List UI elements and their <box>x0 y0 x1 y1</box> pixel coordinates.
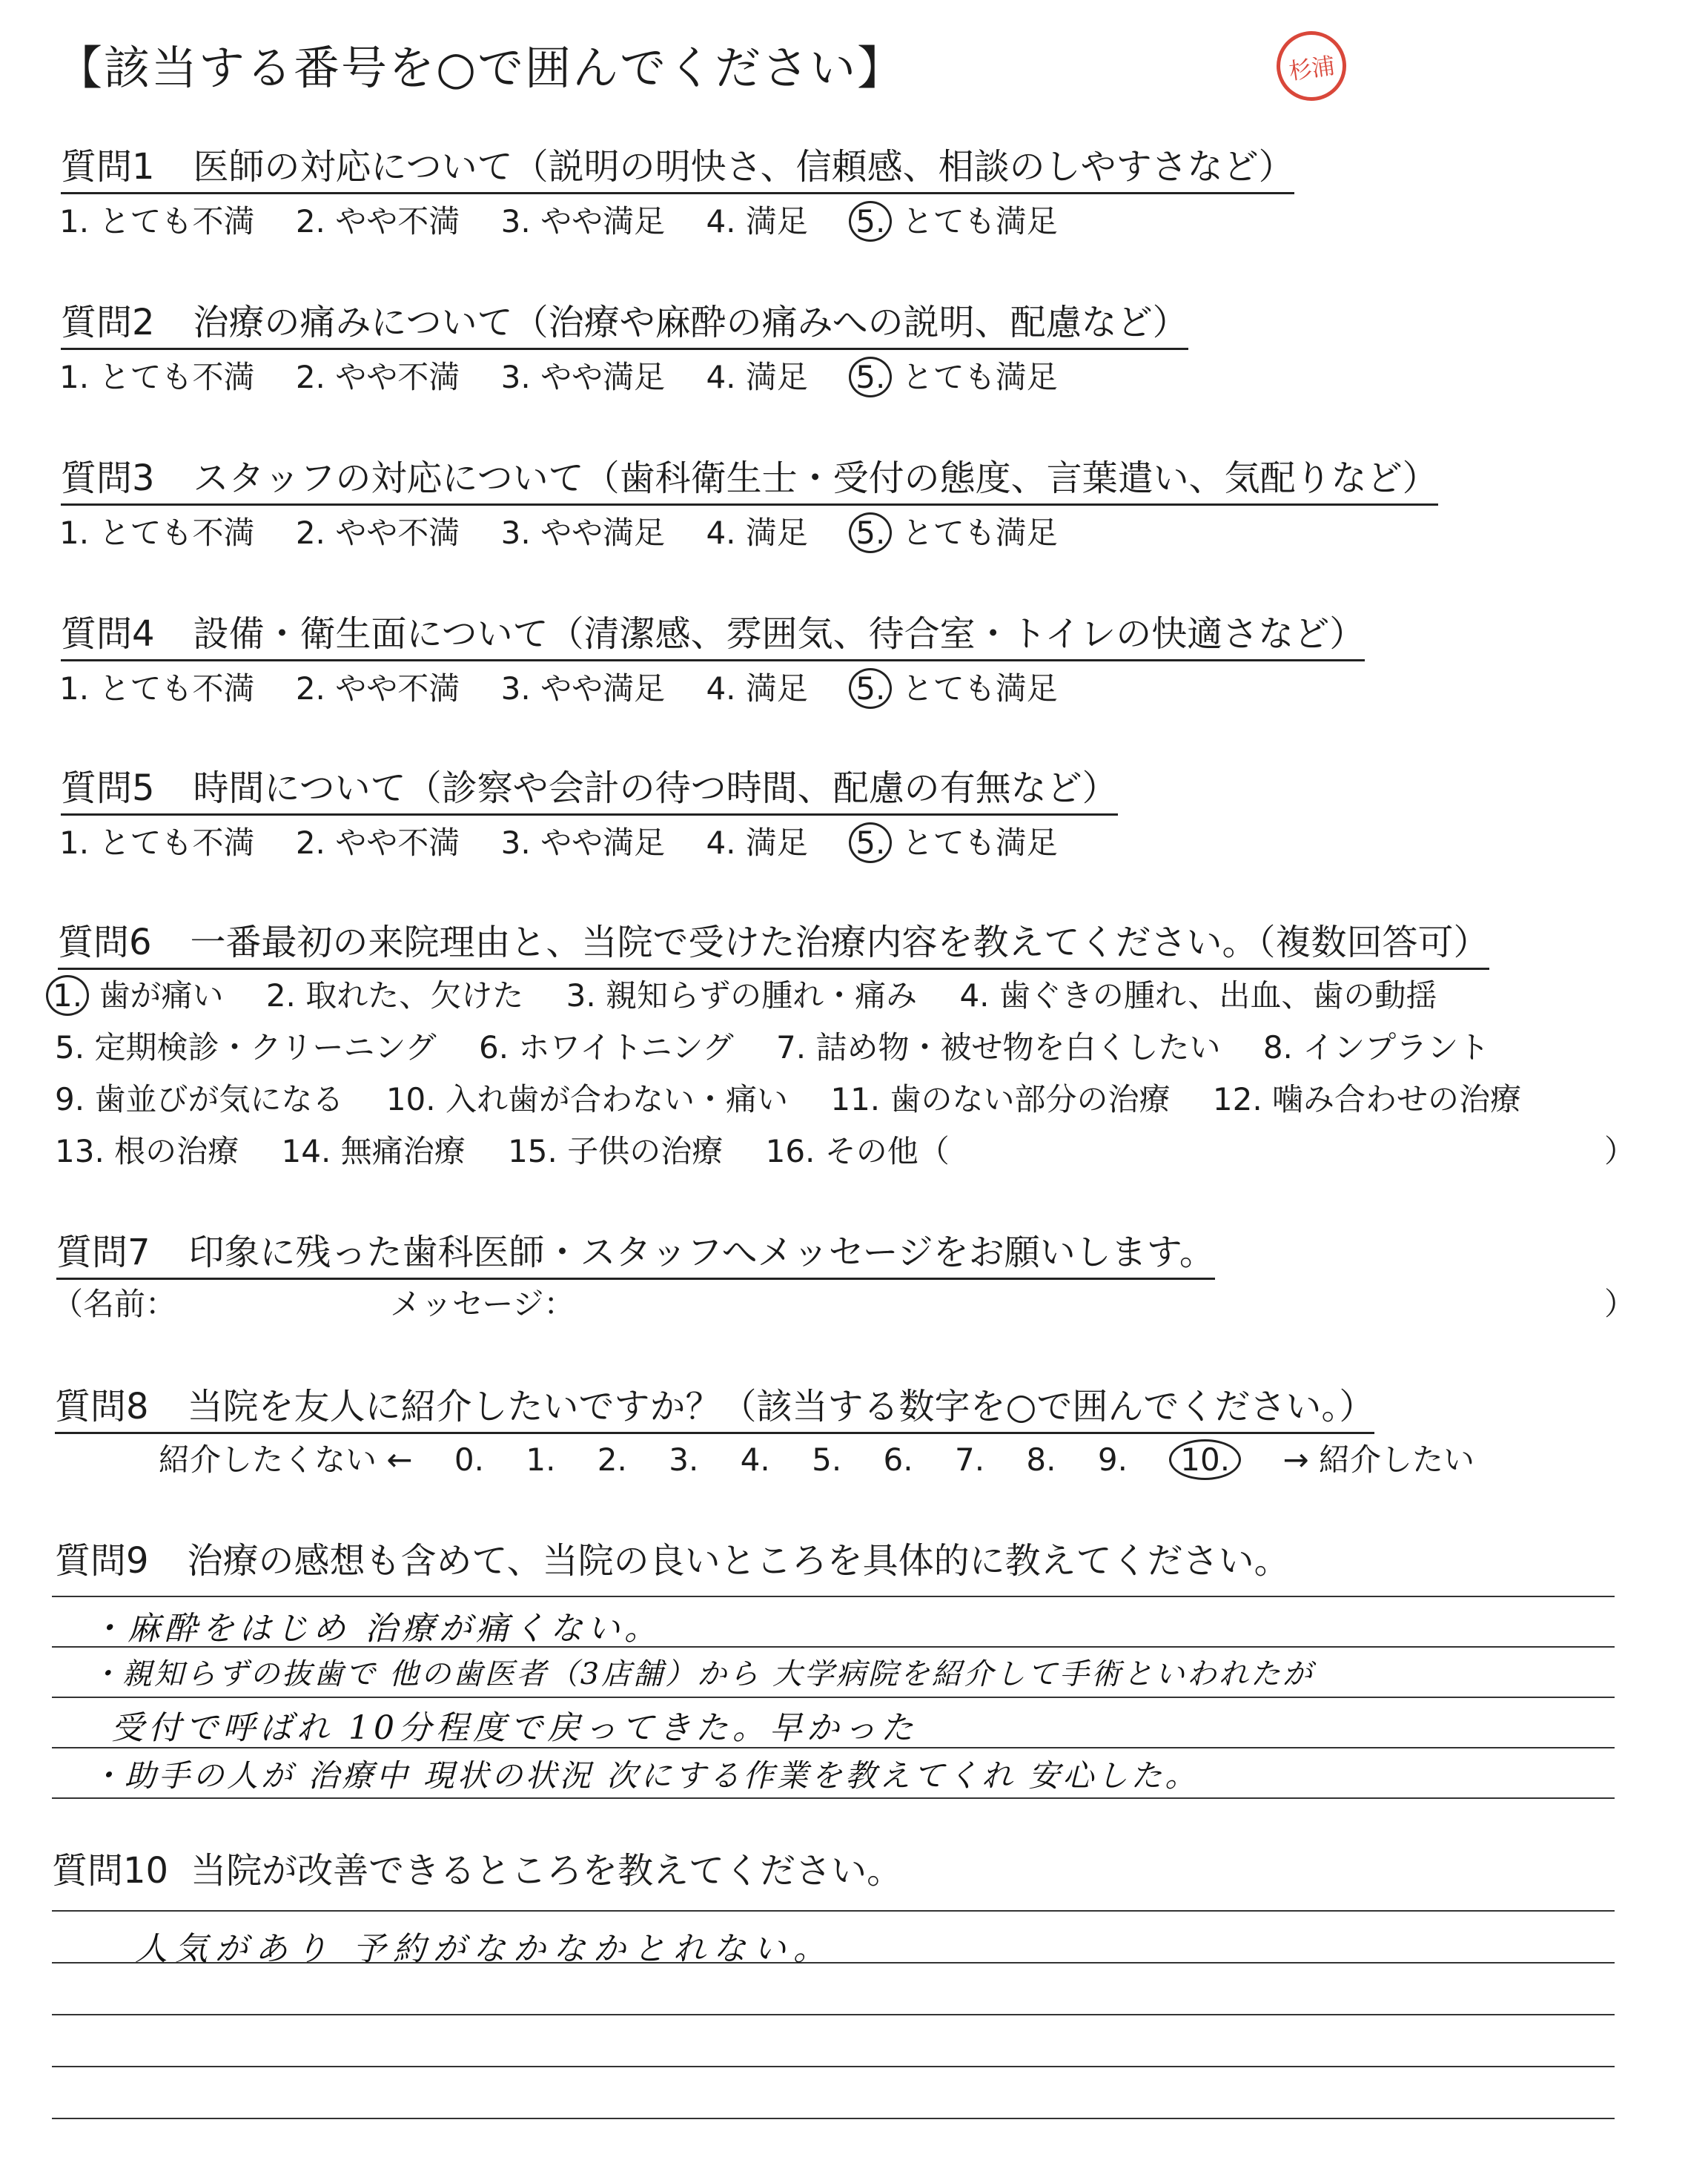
q3-options <box>59 509 1089 553</box>
q4-option-3[interactable]: 3. やや満足 <box>500 670 666 707</box>
q9-answer-4: ・助手の人が 治療中 現状の状況 次にする作業を教えてくれ 安心した。 <box>90 1757 1199 1794</box>
q6-option-10[interactable]: 10. 入れ歯が合わない・痛い <box>385 1081 788 1117</box>
q1-options <box>59 197 1089 242</box>
q1-option-3[interactable]: 3. やや満足 <box>500 203 666 240</box>
q8-scale-3[interactable]: 3. <box>669 1441 699 1478</box>
q2-options <box>59 353 1089 397</box>
q6-options-row-1 <box>46 971 1469 1016</box>
q8-scale-4[interactable]: 4. <box>740 1441 770 1478</box>
q2-heading <box>61 294 1188 350</box>
q9-answer-line-5 <box>52 1797 1615 1799</box>
q6-option-9[interactable]: 9. 歯並びが気になる <box>55 1081 344 1117</box>
q10-answer-1: 人気があり 予約がなかなかとれない。 <box>135 1930 833 1968</box>
q8-scale <box>159 1436 1506 1480</box>
q4-heading <box>61 605 1365 661</box>
q6-option-13[interactable]: 13. 根の治療 <box>55 1133 239 1169</box>
q6-number: 質問6 <box>58 922 152 963</box>
q3-heading <box>61 449 1438 506</box>
q2-option-1[interactable]: 1. とても不満 <box>59 359 255 395</box>
q4-option-1[interactable]: 1. とても不満 <box>59 670 255 707</box>
q9-answer-3: 受付で呼ばれ 10分程度で戻ってきた。早かった <box>111 1709 918 1747</box>
q6-option-7[interactable]: 7. 詰め物・被せ物を白くしたい <box>776 1029 1221 1066</box>
q4-option-2[interactable]: 2. やや不満 <box>295 670 460 707</box>
q7-message-label: メッセージ： <box>390 1286 575 1322</box>
q6-option-5[interactable]: 5. 定期検診・クリーニング <box>55 1029 437 1066</box>
q6-option-16[interactable]: 16. その他（ <box>765 1133 950 1169</box>
q4-number: 質問4 <box>61 613 155 655</box>
q10-answer-line-3 <box>52 2014 1615 2015</box>
q4-option-4[interactable]: 4. 満足 <box>706 670 808 707</box>
page-title: 【該当する番号を○で囲んでください】 <box>56 41 905 95</box>
q10-answer-line-4 <box>52 2066 1615 2067</box>
q1-option-5[interactable]: 5. とても満足 <box>849 197 1057 242</box>
q6-option-1[interactable]: 1. 歯が痛い <box>46 971 223 1016</box>
q2-option-3[interactable]: 3. やや満足 <box>500 359 666 395</box>
q2-option-4[interactable]: 4. 満足 <box>706 359 808 395</box>
q7-title: 印象に残った歯科医師・スタッフへメッセージをお願いします。 <box>188 1232 1215 1273</box>
q3-option-4[interactable]: 4. 満足 <box>706 515 808 551</box>
q6-other-close-paren: ） <box>1604 1133 1636 1169</box>
q3-number: 質問3 <box>61 458 155 499</box>
q6-option-14[interactable]: 14. 無痛治療 <box>281 1133 466 1169</box>
q6-option-8[interactable]: 8. インプラント <box>1262 1029 1490 1066</box>
q10-heading <box>52 1842 902 1893</box>
q6-option-3[interactable]: 3. 親知らずの腫れ・痛み <box>566 977 918 1014</box>
q8-scale-8[interactable]: 8. <box>1026 1441 1056 1478</box>
q9-title: 治療の感想も含めて、当院の良いところを具体的に教えてください。 <box>187 1540 1290 1582</box>
q3-option-3[interactable]: 3. やや満足 <box>500 515 666 551</box>
q1-option-4[interactable]: 4. 満足 <box>706 203 808 240</box>
q2-option-2[interactable]: 2. やや不満 <box>295 359 460 395</box>
q2-title: 治療の痛みについて（治療や麻酔の痛みへの説明、配慮など） <box>193 302 1188 343</box>
q4-option-5[interactable]: 5. とても満足 <box>849 664 1057 709</box>
q6-option-11[interactable]: 11. 歯のない部分の治療 <box>830 1081 1171 1117</box>
q7-close-paren: ） <box>1604 1286 1636 1322</box>
q5-option-2[interactable]: 2. やや不満 <box>295 825 460 861</box>
q8-scale-2[interactable]: 2. <box>597 1441 627 1478</box>
seal-stamp: 杉浦 <box>1272 27 1351 105</box>
q6-options-row-4 <box>55 1127 982 1172</box>
q1-option-2[interactable]: 2. やや不満 <box>295 203 460 240</box>
q4-title: 設備・衛生面について（清潔感、雰囲気、待合室・トイレの快適さなど） <box>193 613 1366 655</box>
q9-answer-1: ・麻酔をはじめ 治療が痛くない。 <box>90 1610 661 1648</box>
q10-title: 当院が改善できるところを教えてください。 <box>191 1850 903 1892</box>
q8-scale-0[interactable]: 0. <box>454 1441 484 1478</box>
q5-heading <box>61 759 1118 816</box>
q9-answer-2: ・親知らずの抜歯で 他の歯医者（3店舗）から 大学病院を紹介して手術といわれたが <box>90 1657 1314 1691</box>
q6-option-15[interactable]: 15. 子供の治療 <box>508 1133 724 1169</box>
q3-title: スタッフの対応について（歯科衛生士・受付の態度、言葉遣い、気配りなど） <box>193 458 1438 499</box>
q9-heading <box>55 1532 1290 1583</box>
q6-heading <box>58 914 1489 970</box>
q6-option-4[interactable]: 4. 歯ぐきの腫れ、出血、歯の動揺 <box>959 977 1437 1014</box>
q3-option-5[interactable]: 5. とても満足 <box>849 509 1057 553</box>
q8-left-label: 紹介したくない ← <box>159 1441 413 1478</box>
q7-heading <box>56 1223 1215 1280</box>
q8-scale-6[interactable]: 6. <box>883 1441 913 1478</box>
q3-option-2[interactable]: 2. やや不満 <box>295 515 460 551</box>
q1-title: 医師の対応について（説明の明快さ、信頼感、相談のしやすさなど） <box>193 146 1294 188</box>
q6-option-12[interactable]: 12. 噛み合わせの治療 <box>1212 1081 1522 1117</box>
q4-options <box>59 664 1089 709</box>
q10-number: 質問10 <box>52 1850 169 1892</box>
q8-scale-5[interactable]: 5. <box>812 1441 842 1478</box>
q5-option-5[interactable]: 5. とても満足 <box>849 819 1057 863</box>
q9-number: 質問9 <box>55 1540 149 1582</box>
q8-number: 質問8 <box>55 1386 149 1427</box>
q10-answer-line-1 <box>52 1910 1615 1912</box>
q1-number: 質問1 <box>61 146 155 188</box>
q6-options-row-3 <box>55 1075 1554 1120</box>
q5-option-3[interactable]: 3. やや満足 <box>500 825 666 861</box>
q8-title: 当院を友人に紹介したいですか？（該当する数字を○で囲んでください。） <box>187 1386 1375 1427</box>
q8-scale-7[interactable]: 7. <box>954 1441 985 1478</box>
q1-heading <box>61 138 1294 194</box>
q2-number: 質問2 <box>61 302 155 343</box>
q6-option-2[interactable]: 2. 取れた、欠けた <box>265 977 524 1014</box>
q8-scale-9[interactable]: 9. <box>1097 1441 1128 1478</box>
q8-heading <box>55 1378 1374 1434</box>
q8-right-label: → 紹介したい <box>1282 1441 1474 1478</box>
q6-option-6[interactable]: 6. ホワイトニング <box>478 1029 734 1066</box>
q1-option-1[interactable]: 1. とても不満 <box>59 203 255 240</box>
q6-title: 一番最初の来院理由と、当院で受けた治療内容を教えてください。（複数回答可） <box>190 922 1489 963</box>
q7-number: 質問7 <box>56 1232 150 1273</box>
q7-name-label: （名前： <box>52 1286 177 1322</box>
q10-answer-line-5 <box>52 2118 1615 2119</box>
q8-scale-1[interactable]: 1. <box>526 1441 556 1478</box>
q5-option-1[interactable]: 1. とても不満 <box>59 825 255 861</box>
q2-option-5[interactable]: 5. とても満足 <box>849 353 1057 397</box>
q5-number: 質問5 <box>61 767 155 809</box>
q9-answer-line-3 <box>52 1697 1615 1698</box>
q8-scale-10[interactable]: 10. <box>1169 1439 1241 1480</box>
q5-title: 時間について（診察や会計の待つ時間、配慮の有無など） <box>193 767 1118 809</box>
q3-option-1[interactable]: 1. とても不満 <box>59 515 255 551</box>
q9-answer-line-1 <box>52 1596 1615 1597</box>
q5-option-4[interactable]: 4. 満足 <box>706 825 808 861</box>
q6-options-row-2 <box>55 1023 1522 1068</box>
q5-options <box>59 819 1089 863</box>
